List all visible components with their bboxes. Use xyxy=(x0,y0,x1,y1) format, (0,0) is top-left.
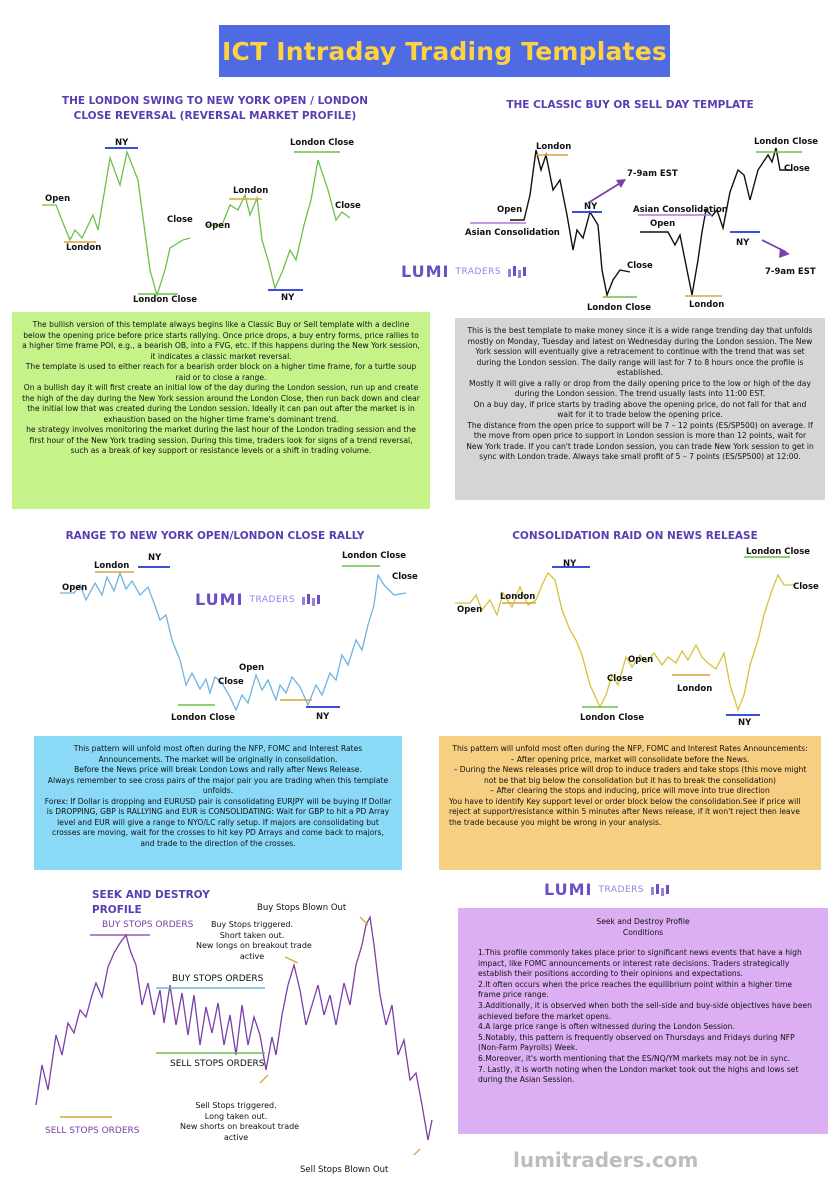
list-item: 5.Notably, this pattern is frequently observed on Thursdays and Fridays during NFP (Non-Farm Payrolls) Week. xyxy=(478,1032,795,1053)
classic-sell-ny-label: NY xyxy=(736,238,750,248)
news-ny-label: NY xyxy=(563,559,577,569)
list-item: 4.A large price range is often witnessed during the London Session. xyxy=(478,1022,735,1032)
conditions-list xyxy=(472,948,814,1086)
classic-sell-london-label: London xyxy=(689,300,725,310)
buy-stops-triggered-note: Buy Stops triggered. Short taken out. New longs on breakout trade active xyxy=(196,920,312,961)
range-london-label: London xyxy=(94,561,130,571)
range-close2-label: Close xyxy=(218,677,244,687)
classic-day-description: This is the best template to make money since it is a wide range trending day that unfolds mostly on Monday, Tuesday and latest on Wednesday during the London session. The New York session will eventually give a retracement to continue with the trend that was set during the London session. The daily range will last for 7 to 8 hours once the profile is established. Mostly it will give a rally or drop from the daily opening price to the low or high of the day during the London session. The trend usually lasts into 11:00 EST. On a buy day, if price starts by trading above the opening price, do not fall for that and wait for it to trade below the opening price. The distance from the open price to support will be 7 – 12 points (ES/SP500) on average. If the move from open price to support in London session is more than 12 points, wait for New York trade. If you can't trade London session, you can trade New York session to get in sync with London trade. Always take small profit of 5 – 7 points (ES/SP500) at 12:00. xyxy=(455,318,825,500)
classic-buy-open-label: Open xyxy=(497,205,523,215)
classic-buy-london-label: London xyxy=(536,142,572,152)
range-close-label: Close xyxy=(392,572,418,582)
range-open2-label: Open xyxy=(239,663,265,673)
logo-candles-icon xyxy=(650,882,672,898)
classic-sell-time-label: 7-9am EST xyxy=(765,267,816,277)
classic-buy-asian-label: Asian Consolidation xyxy=(465,228,560,238)
news-london-close-label: London Close xyxy=(580,713,645,723)
buy-blown-arrow xyxy=(360,917,368,925)
chart2-london-close-label: London Close xyxy=(290,138,355,148)
range-ny-label: NY xyxy=(148,553,162,563)
range-london-close-top-label: London Close xyxy=(342,551,407,561)
london-swing-chart xyxy=(0,130,420,310)
news-ny2-label: NY xyxy=(738,718,752,728)
range-rally-description: This pattern will unfold most often during the NFP, FOMC and Interest Rates Announcements. The market will be originally in consolidation. Before the News price will break London Lows and rally after News Release. Always remember to see cross pairs of the major pair you are trading when this template unfolds. Forex: If Dollar is dropping and EURUSD pair is consolidating EURJPY will be buying If Dollar is DROPPING, GBP is RALLYING and EUR is CONSOLIDATING: Wait for GBP to hit a PD Array level and EUR will give a range to NYO/LC rally setup. If majors are consolidating but crosses are moving, wait for the crosses to hit key PD Arrays and come back to majors, and trade to the direction of the crosses. xyxy=(34,736,402,870)
news-london-label: London xyxy=(500,592,536,602)
classic-buy-time-label: 7-9am EST xyxy=(627,169,678,179)
chart2-ny-label: NY xyxy=(281,293,295,303)
section4-title: CONSOLIDATION RAID ON NEWS RELEASE xyxy=(512,530,758,542)
seek-destroy-conditions: Seek and Destroy Profile Conditions 1.This profile commonly takes place prior to significant news events that have a high impact, like FOMC announcements or interest rate decisions. Traders strategically establish their positions according to their opinions and expectations. 2.It often occurs when the price reaches the equilibrium point within a higher time frame price range. 3.Additionally, it is observed when both the sell-side and buy-side objectives have been achieved before the market opens. 4.A large price range is often witnessed during the London Session. 5.Notably, this pattern is frequently observed on Thursdays and Fridays during NFP (Non-Farm Payrolls) Week. 6.Moreover, it's worth mentioning that the ES/NQ/YM markets may not be in sync. 7. Lastly, it is worth noting when the London market took out the highs and lows set during the Asian Session. xyxy=(458,908,828,1134)
sell-stops-triggered-note: Sell Stops triggered. Long taken out. New shorts on breakout trade active xyxy=(180,1101,300,1142)
chart1-london-close-label: London Close xyxy=(133,295,198,305)
buy-stops-orders-top-label: BUY STOPS ORDERS xyxy=(102,920,194,930)
sell-stops-blown-label: Sell Stops Blown Out xyxy=(300,1165,389,1175)
classic-buy-arrow xyxy=(588,182,622,203)
london-swing-description: The bullish version of this template always begins like a Classic Buy or Sell template with a decline below the opening price before price starts rallying. Once price drops, a buy entry forms, price rallies to a higher time frame POI, e.g., a bearish OB, into a FVG, etc. If this happens during the New York session, it indicates a classic market reversal. The template is used to either reach for a bearish order block on a higher time frame, for a turtle soup raid or to close a range. On a bullish day it will first create an initial low of the day during the London session, run up and create the high of the day during the New York session around the London Close, then run back down and clear the initial low that was created during the London session. Ideally it can pan out after the market is in exhaustion based on the higher time frame's dominant trend. he strategy involves monitoring the market during the last hour of the London trading session and the first hour of the New York trading session. During this time, traders look for signs of a trend reversal, such as a break of key support or resistance levels or a shift in trading volume. xyxy=(12,312,430,509)
classic-sell-london-close-label: London Close xyxy=(754,137,819,147)
chart1-close-label: Close xyxy=(167,215,193,225)
range-london-close-label: London Close xyxy=(171,713,236,723)
sell-blown-arrow xyxy=(406,1149,420,1155)
chart1-open-label: Open xyxy=(45,194,71,204)
page-title: ICT Intraday Trading Templates xyxy=(222,36,667,66)
logo: LUMI TRADERS xyxy=(195,590,323,609)
page-title-banner xyxy=(219,25,670,77)
sell-stops-orders-label: SELL STOPS ORDERS xyxy=(170,1059,265,1069)
section3-title: RANGE TO NEW YORK OPEN/LONDON CLOSE RALLY xyxy=(65,530,365,542)
chart1-ny-label: NY xyxy=(115,138,129,148)
buy-stops-orders-label: BUY STOPS ORDERS xyxy=(172,974,264,984)
classic-sell-asian-label: Asian Consolidation xyxy=(633,205,728,215)
range-rally-chart xyxy=(50,545,430,725)
news-london2-label: London xyxy=(677,684,713,694)
news-close2-label: Close xyxy=(607,674,633,684)
chart1-london-label: London xyxy=(66,243,102,253)
section5-title: SEEK AND DESTROY PROFILE xyxy=(92,889,210,916)
classic-buy-close-label: Close xyxy=(627,261,653,271)
classic-sell-close-label: Close xyxy=(784,164,810,174)
logo: LUMI TRADERS xyxy=(544,880,672,899)
news-open-label: Open xyxy=(457,605,483,615)
news-london-close-top-label: London Close xyxy=(746,547,811,557)
news-raid-description: This pattern will unfold most often during the NFP, FOMC and Interest Rates Announcements: – After opening price, market will consolidate before the News. – During the News releases price will drop to induce traders and take stops (this move might not be that big below the consolidation but it has to break the consolidation) – After clearing the stops and inducing, price will move into true direction You have to identify Key support level or order block below the consolidation.See if price will reject at support/resistance within 5 minutes after News release, if it won't reject then leave the trade because you might be wrong in your analysis. xyxy=(439,736,821,870)
news-raid-chart xyxy=(440,545,837,730)
chart2-london-label: London xyxy=(233,186,269,196)
classic-buy-arrowhead xyxy=(616,179,626,188)
list-item: 1.This profile commonly takes place prior to significant news events that have a high impact, like FOMC announcements or interest rate decisions. Traders strategically establish their positions according to their opinions and expectations. xyxy=(478,948,802,979)
classic-buy-london-close-label: London Close xyxy=(587,303,652,313)
section1-title: THE LONDON SWING TO NEW YORK OPEN / LONDON CLOSE REVERSAL (REVERSAL MARKET PROFILE) xyxy=(61,95,369,122)
chart2-close-label: Close xyxy=(335,201,361,211)
range-open-label: Open xyxy=(62,583,88,593)
sell-trigger-arrow xyxy=(260,1075,268,1083)
logo-candles-icon xyxy=(301,592,323,608)
logo: LUMI TRADERS xyxy=(401,262,529,281)
list-item: 2.It often occurs when the price reaches the equilibrium point within a higher time frame price range. xyxy=(478,979,793,1000)
classic-buy-ny-label: NY xyxy=(584,202,598,212)
classic-sell-open-label: Open xyxy=(650,219,676,229)
section2-title: THE CLASSIC BUY OR SELL DAY TEMPLATE xyxy=(506,99,754,111)
classic-sell-arrowhead xyxy=(779,248,790,258)
list-item: 3.Additionally, it is observed when both the sell-side and buy-side objectives have been achieved before the market opens. xyxy=(478,1000,812,1021)
range-ny2-label: NY xyxy=(316,712,330,722)
classic-day-chart xyxy=(440,120,837,310)
sell-stops-orders-bottom-label: SELL STOPS ORDERS xyxy=(45,1126,140,1136)
list-item: 6.Moreover, it's worth mentioning that the ES/NQ/YM markets may not be in sync. xyxy=(478,1053,791,1063)
website-link[interactable]: lumitraders.com xyxy=(513,1148,699,1172)
news-open2-label: Open xyxy=(628,655,654,665)
chart2-open-label: Open xyxy=(205,221,231,231)
logo-candles-icon xyxy=(507,264,529,280)
buy-stops-blown-label: Buy Stops Blown Out xyxy=(257,903,347,913)
list-item: 7. Lastly, it is worth noting when the London market took out the highs and lows set during the Asian Session. xyxy=(478,1064,799,1085)
news-close-label: Close xyxy=(793,582,819,592)
